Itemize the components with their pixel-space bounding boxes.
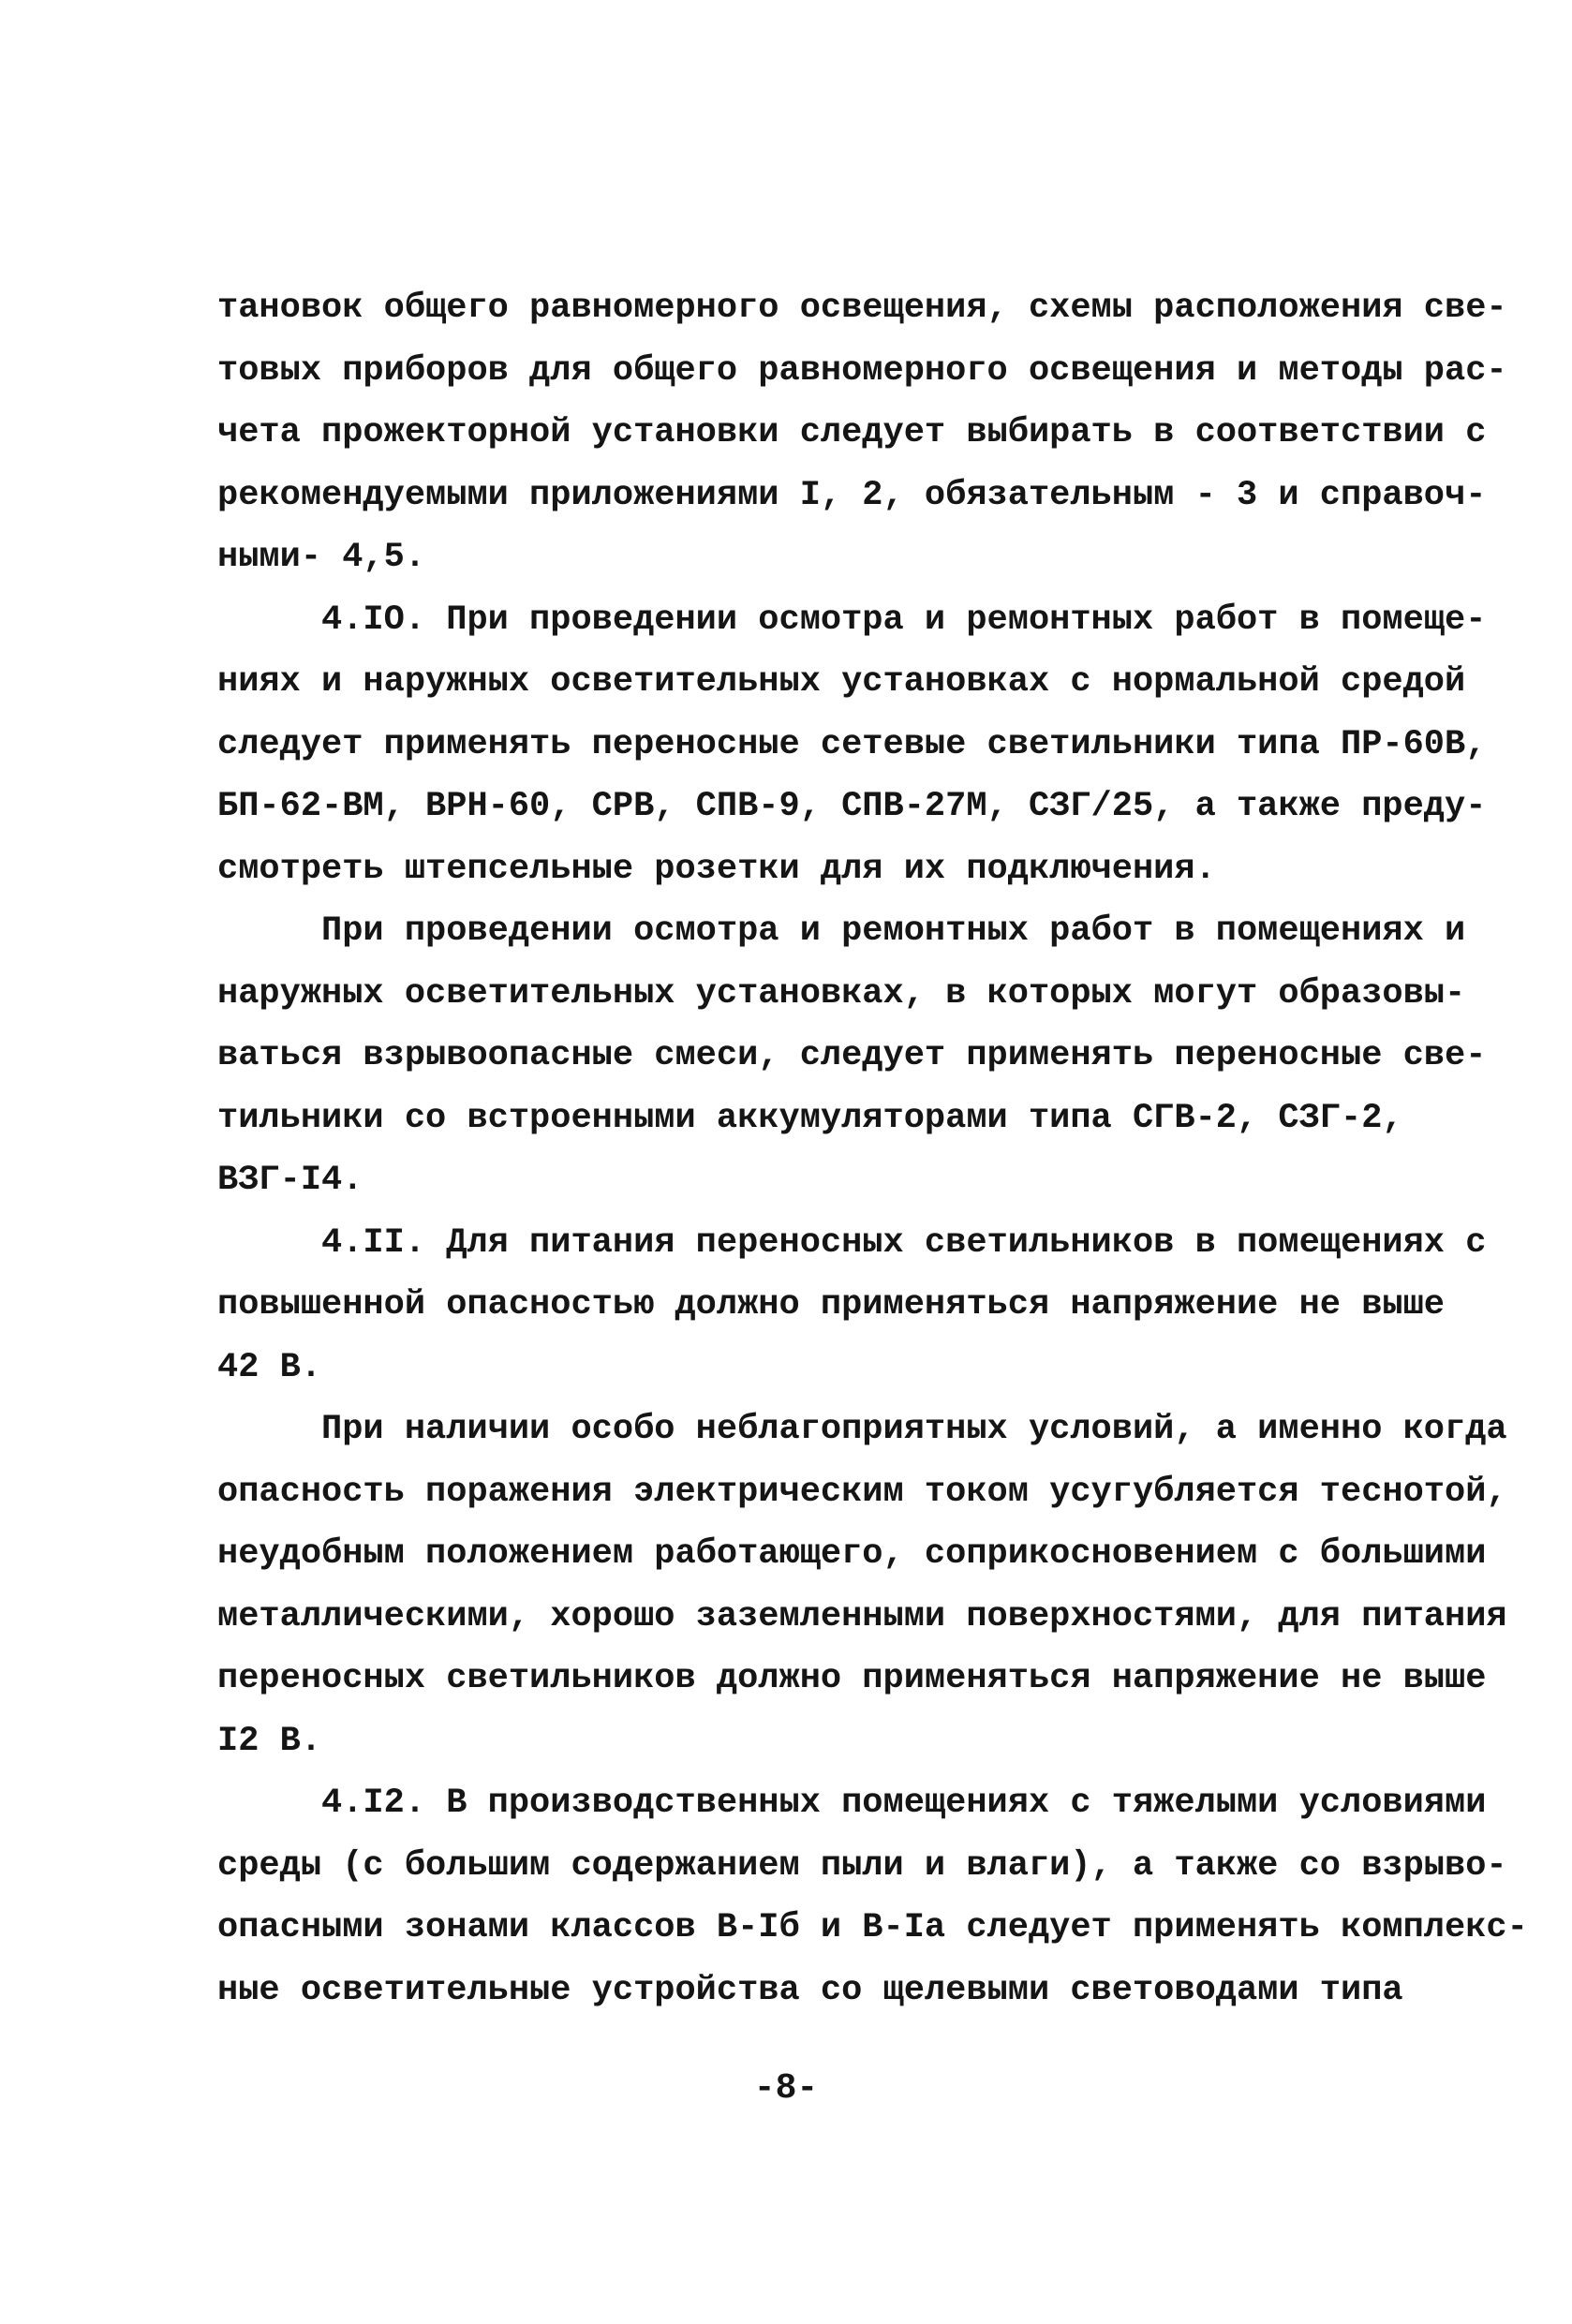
text-line: 42 В. bbox=[217, 1347, 322, 1387]
text-line: тильники со встроенными аккумуляторами типа СГВ-2, СЗГ-2, bbox=[217, 1098, 1403, 1138]
text-line: переносных светильников должно применяться напряжение не выше bbox=[217, 1659, 1487, 1698]
text-line: металлическими, хорошо заземленными поверхностями, для питания bbox=[217, 1596, 1507, 1636]
text-line: неудобным положением работающего, соприкосновением с большими bbox=[217, 1534, 1487, 1574]
text-line: ВЗГ-I4. bbox=[217, 1161, 363, 1200]
text-line: опасность поражения электрическим током усугубляется теснотой, bbox=[217, 1472, 1507, 1512]
text-line: При проведении осмотра и ремонтных работ в помещениях и bbox=[217, 911, 1466, 951]
text-line: 4.I2. В производственных помещениях с тяжелыми условиями bbox=[217, 1784, 1487, 1823]
body-text bbox=[217, 277, 1528, 2021]
text-line: ными- 4,5. bbox=[217, 538, 426, 577]
text-line: чета прожекторной установки следует выбирать в соответствии с bbox=[217, 413, 1487, 452]
text-line: следует применять переносные сетевые светильники типа ПР-60В, bbox=[217, 724, 1487, 764]
text-line: БП-62-ВМ, ВРН-60, СРВ, СПВ-9, СПВ-27М, СЗГ/25, а также преду- bbox=[217, 787, 1487, 826]
text-line: ниях и наружных осветительных установках с нормальной средой bbox=[217, 662, 1466, 702]
text-line: I2 В. bbox=[217, 1721, 322, 1761]
text-line: тановок общего равномерного освещения, схемы расположения све- bbox=[217, 289, 1507, 328]
text-line: смотреть штепсельные розетки для их подключения. bbox=[217, 849, 1216, 889]
page-number: -8- bbox=[753, 2068, 819, 2109]
text-line: рекомендуемыми приложениями I, 2, обязательным - 3 и справоч- bbox=[217, 475, 1487, 515]
text-line: опасными зонами классов В-Iб и В-Iа следует применять комплекс- bbox=[217, 1908, 1528, 1947]
text-line: товых приборов для общего равномерного освещения и методы рас- bbox=[217, 350, 1507, 391]
text-line: 4.II. Для питания переносных светильников в помещениях с bbox=[217, 1222, 1487, 1263]
text-line: 4.IO. При проведении осмотра и ремонтных работ в помеще- bbox=[217, 600, 1487, 640]
text-line: При наличии особо неблагоприятных условий, а именно когда bbox=[217, 1410, 1507, 1449]
text-line: среды (с большим содержанием пыли и влаги), а также со взрыво- bbox=[217, 1845, 1507, 1886]
text-line: ваться взрывоопасные смеси, следует применять переносные све- bbox=[217, 1036, 1487, 1075]
text-line: повышенной опасностью должно применяться напряжение не выше bbox=[217, 1285, 1446, 1325]
text-line: наружных осветительных установках, в которых могут образовы- bbox=[217, 973, 1466, 1014]
text-line: ные осветительные устройства со щелевыми световодами типа bbox=[217, 1970, 1403, 2010]
